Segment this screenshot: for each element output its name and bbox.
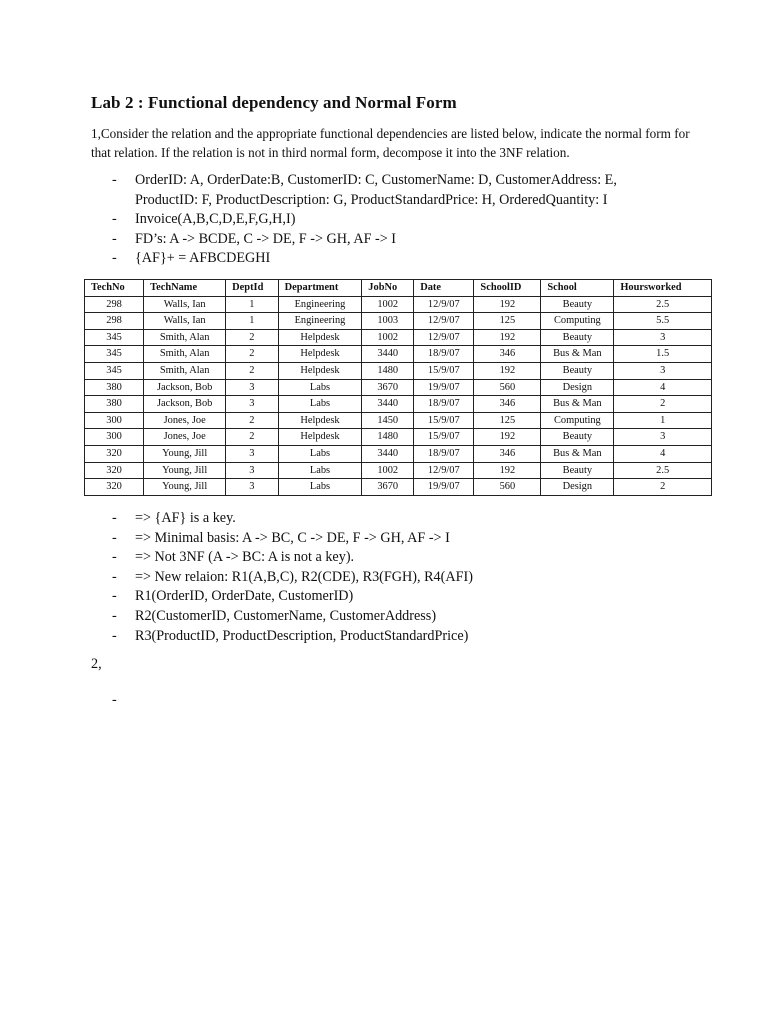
table-cell: Labs <box>278 445 362 462</box>
table-cell: 2 <box>614 479 712 496</box>
page-title: Lab 2 : Functional dependency and Normal Form <box>91 93 457 112</box>
table-cell: 12/9/07 <box>414 329 474 346</box>
definitions-list <box>112 171 672 269</box>
table-cell: 192 <box>474 362 541 379</box>
table-cell: Engineering <box>278 296 362 313</box>
table-cell: Jackson, Bob <box>144 379 226 396</box>
table-cell: 19/9/07 <box>414 379 474 396</box>
table-cell: 15/9/07 <box>414 429 474 446</box>
intro-paragraph: 1,Consider the relation and the appropriate functional dependencies are listed below, indicate the normal form for that relation. If the relation is not in third normal form, decompose it into the 3NF relation. <box>91 126 690 160</box>
table-cell: 3670 <box>362 379 414 396</box>
table-cell: Helpdesk <box>278 429 362 446</box>
table-cell: Beauty <box>541 429 614 446</box>
table-cell: 3 <box>614 362 712 379</box>
table-cell: 2 <box>614 396 712 413</box>
table-cell: 1 <box>226 313 278 330</box>
table-cell: 345 <box>85 346 144 363</box>
table-cell: Walls, Ian <box>144 296 226 313</box>
table-cell: Young, Jill <box>144 462 226 479</box>
table-cell: Jones, Joe <box>144 429 226 446</box>
table-cell: 1.5 <box>614 346 712 363</box>
table-cell: 3 <box>614 429 712 446</box>
column-header: TechName <box>144 280 226 297</box>
table-cell: 4 <box>614 445 712 462</box>
column-header: Department <box>278 280 362 297</box>
column-header: Hoursworked <box>614 280 712 297</box>
table-cell: Helpdesk <box>278 346 362 363</box>
table-cell: 300 <box>85 429 144 446</box>
table-cell: 1 <box>226 296 278 313</box>
list-item: - Invoice(A,B,C,D,E,F,G,H,I) <box>112 210 672 230</box>
table-cell: Labs <box>278 379 362 396</box>
table-cell: 346 <box>474 445 541 462</box>
table-row <box>85 379 712 396</box>
list-item: - => New relaion: R1(A,B,C), R2(CDE), R3(FGH), R4(AFI) <box>112 568 672 588</box>
dash-bullet: - <box>112 568 117 585</box>
table-row <box>85 445 712 462</box>
column-header: TechNo <box>85 280 144 297</box>
table-cell: Bus & Man <box>541 396 614 413</box>
table-row <box>85 362 712 379</box>
table-cell: 320 <box>85 445 144 462</box>
list-item: - => Not 3NF (A -> BC: A is not a key). <box>112 548 672 568</box>
table-cell: Walls, Ian <box>144 313 226 330</box>
question-2-label: 2, <box>91 656 102 672</box>
list-item: - R2(CustomerID, CustomerName, CustomerAddress) <box>112 607 672 627</box>
table-cell: Beauty <box>541 462 614 479</box>
table-cell: 346 <box>474 346 541 363</box>
table-cell: 15/9/07 <box>414 412 474 429</box>
table-cell: 3440 <box>362 396 414 413</box>
dash-bullet: - <box>112 607 117 624</box>
dash-bullet: - <box>112 250 117 267</box>
table-cell: Beauty <box>541 362 614 379</box>
table-cell: 12/9/07 <box>414 462 474 479</box>
table-cell: 2.5 <box>614 462 712 479</box>
dash-bullet: - <box>112 588 117 605</box>
table-cell: Helpdesk <box>278 412 362 429</box>
table-cell: 1 <box>614 412 712 429</box>
dash-bullet: - <box>112 692 117 708</box>
table-cell: Beauty <box>541 296 614 313</box>
dash-bullet: - <box>112 230 117 247</box>
table-cell: Computing <box>541 313 614 330</box>
table-cell: 2 <box>226 346 278 363</box>
table-cell: Smith, Alan <box>144 346 226 363</box>
table-cell: 192 <box>474 462 541 479</box>
column-header: JobNo <box>362 280 414 297</box>
table-cell: 2 <box>226 412 278 429</box>
table-cell: Computing <box>541 412 614 429</box>
table-cell: 12/9/07 <box>414 296 474 313</box>
table-cell: 1480 <box>362 362 414 379</box>
table-cell: 1002 <box>362 329 414 346</box>
table-cell: 3 <box>614 329 712 346</box>
table-cell: 12/9/07 <box>414 313 474 330</box>
table-body <box>85 296 712 495</box>
table-cell: 1450 <box>362 412 414 429</box>
table-cell: 380 <box>85 396 144 413</box>
table-cell: Design <box>541 479 614 496</box>
table-cell: 18/9/07 <box>414 346 474 363</box>
table-cell: Jackson, Bob <box>144 396 226 413</box>
table-cell: 298 <box>85 313 144 330</box>
dash-bullet: - <box>112 529 117 546</box>
list-item: - => {AF} is a key. <box>112 509 672 529</box>
table-cell: 3 <box>226 445 278 462</box>
table-cell: 320 <box>85 479 144 496</box>
table-cell: 192 <box>474 296 541 313</box>
table-cell: 3440 <box>362 445 414 462</box>
column-header: SchoolID <box>474 280 541 297</box>
column-header: Date <box>414 280 474 297</box>
table-cell: Young, Jill <box>144 445 226 462</box>
table-cell: Helpdesk <box>278 329 362 346</box>
table-cell: 346 <box>474 396 541 413</box>
table-cell: Smith, Alan <box>144 362 226 379</box>
table-cell: Beauty <box>541 329 614 346</box>
table-cell: Smith, Alan <box>144 329 226 346</box>
table-cell: Bus & Man <box>541 346 614 363</box>
list-item: - R1(OrderID, OrderDate, CustomerID) <box>112 587 672 607</box>
list-item: - OrderID: A, OrderDate:B, CustomerID: C, CustomerName: D, CustomerAddress: E, ProductID: F, ProductDescription: G, ProductStandardPrice: H, OrderedQuantity: I <box>112 172 617 208</box>
table-cell: 192 <box>474 329 541 346</box>
table-cell: 1480 <box>362 429 414 446</box>
table-header-row <box>85 280 712 297</box>
dash-bullet: - <box>112 627 117 644</box>
list-item: - R3(ProductID, ProductDescription, ProductStandardPrice) <box>112 627 672 647</box>
table-cell: Labs <box>278 396 362 413</box>
table-cell: Engineering <box>278 313 362 330</box>
table-cell: 320 <box>85 462 144 479</box>
table-cell: 19/9/07 <box>414 479 474 496</box>
table-cell: 380 <box>85 379 144 396</box>
table-cell: 2 <box>226 429 278 446</box>
table-cell: 18/9/07 <box>414 396 474 413</box>
table-cell: 560 <box>474 479 541 496</box>
list-item: - FD’s: A -> BCDE, C -> DE, F -> GH, AF -> I <box>112 230 672 250</box>
table-cell: Labs <box>278 462 362 479</box>
table-row <box>85 296 712 313</box>
table-cell: Jones, Joe <box>144 412 226 429</box>
table-row <box>85 429 712 446</box>
table-cell: 192 <box>474 429 541 446</box>
tech-table <box>84 279 712 496</box>
table-cell: 298 <box>85 296 144 313</box>
column-header: School <box>541 280 614 297</box>
table-row <box>85 462 712 479</box>
table-cell: 560 <box>474 379 541 396</box>
table-cell: 345 <box>85 329 144 346</box>
table-cell: 1002 <box>362 462 414 479</box>
table-cell: 2.5 <box>614 296 712 313</box>
column-header: DeptId <box>226 280 278 297</box>
table-cell: 5.5 <box>614 313 712 330</box>
table-cell: 3440 <box>362 346 414 363</box>
table-cell: Young, Jill <box>144 479 226 496</box>
table-cell: Labs <box>278 479 362 496</box>
table-cell: 1003 <box>362 313 414 330</box>
dash-bullet: - <box>112 172 117 188</box>
table-cell: 3 <box>226 479 278 496</box>
list-item: - {AF}+ = AFBCDEGHI <box>112 249 672 269</box>
table-row <box>85 313 712 330</box>
dash-bullet: - <box>112 549 117 566</box>
table-cell: 3 <box>226 379 278 396</box>
list-item: - => Minimal basis: A -> BC, C -> DE, F -> GH, AF -> I <box>112 529 672 549</box>
table-cell: 3670 <box>362 479 414 496</box>
table-cell: 125 <box>474 313 541 330</box>
dash-bullet: - <box>112 510 117 526</box>
table-cell: Bus & Man <box>541 445 614 462</box>
table-row <box>85 329 712 346</box>
table-row <box>85 479 712 496</box>
table-cell: 345 <box>85 362 144 379</box>
table-cell: 125 <box>474 412 541 429</box>
table-cell: 3 <box>226 462 278 479</box>
table-cell: 1002 <box>362 296 414 313</box>
table-cell: Helpdesk <box>278 362 362 379</box>
table-row <box>85 412 712 429</box>
table-cell: 15/9/07 <box>414 362 474 379</box>
table-cell: 300 <box>85 412 144 429</box>
answers-list <box>112 509 672 646</box>
table-cell: 2 <box>226 362 278 379</box>
table-cell: 18/9/07 <box>414 445 474 462</box>
dash-bullet: - <box>112 211 117 228</box>
table-cell: Design <box>541 379 614 396</box>
table-cell: 2 <box>226 329 278 346</box>
table-cell: 4 <box>614 379 712 396</box>
table-cell: 3 <box>226 396 278 413</box>
table-row <box>85 346 712 363</box>
table-row <box>85 396 712 413</box>
